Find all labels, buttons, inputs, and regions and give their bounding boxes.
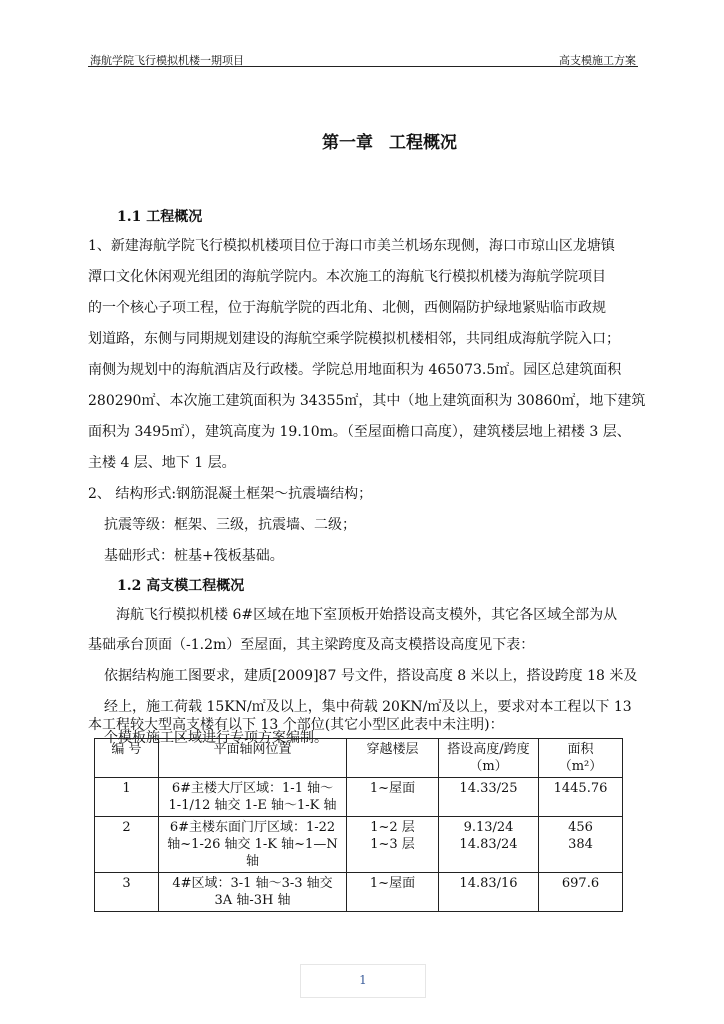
cell-number: 1 xyxy=(95,778,159,817)
cell-line: 1-1/12 轴交 1-E 轴～1-K 轴 xyxy=(168,798,337,813)
chapter-number: 第一章 xyxy=(322,133,373,153)
th-area-label: 面积 xyxy=(567,742,594,757)
cell-area xyxy=(539,817,623,873)
cell-position xyxy=(159,778,347,817)
cell-number: 3 xyxy=(95,873,159,912)
cell-line: 3A 轴-3H 轴 xyxy=(214,893,291,908)
cell-line: 14.83/16 xyxy=(459,876,518,891)
formwork-table xyxy=(94,738,623,912)
section-heading-1-1: 1.1 工程概况 xyxy=(117,209,203,225)
paragraph-line: 依据结构施工图要求，建质[2009]87 号文件，搭设高度 8 米以上，搭设跨度 18 米及 xyxy=(104,668,638,684)
paragraph-line: 潭口文化休闲观光组团的海航学院内。本次施工的海航飞行模拟机楼为海航学院项目 xyxy=(88,269,606,285)
table-intro: 本工程较大型高支楼有以下 13 个部位(其它小型区此表中未注明)： xyxy=(88,717,504,733)
paragraph-line: 基础承台顶面（-1.2m）至屋面，其主梁跨度及高支模搭设高度见下表： xyxy=(88,637,535,653)
cell-height-span xyxy=(439,873,539,912)
header-project-name: 海航学院飞行模拟机楼一期项目 xyxy=(90,54,244,67)
page-number: 1 xyxy=(300,964,426,998)
seismic-grade-line: 抗震等级：框架、三级，抗震墙、二级； xyxy=(104,517,356,533)
table-header-row xyxy=(95,739,623,778)
cell-floors xyxy=(347,873,439,912)
cell-line: 14.83/24 xyxy=(459,837,518,852)
section-heading-1-2: 1.2 高支模工程概况 xyxy=(117,578,245,594)
cell-floors xyxy=(347,817,439,873)
cell-floors xyxy=(347,778,439,817)
paragraph-line: 的一个核心子项工程，位于海航学院的西北角、北侧，西侧隔防护绿地紧贴临市政规 xyxy=(88,300,606,316)
chapter-name: 工程概况 xyxy=(389,133,457,153)
paragraph-line: 经上，施工荷载 15KN/㎡及以上，集中荷载 20KN/㎡及以上，要求对本工程以下 13 xyxy=(104,699,632,715)
cell-position xyxy=(159,817,347,873)
cell-line: 1~3 层 xyxy=(370,837,415,852)
cell-area xyxy=(539,873,623,912)
th-area xyxy=(539,739,623,778)
th-height-unit: （m） xyxy=(469,759,508,774)
th-number: 编 号 xyxy=(95,739,159,778)
cell-line: 轴~1-26 轴交 1-K 轴~1—N xyxy=(167,837,338,852)
cell-line: 1~屋面 xyxy=(369,876,416,891)
table-row xyxy=(95,873,623,912)
table-row xyxy=(95,778,623,817)
th-position: 平面轴网位置 xyxy=(159,739,347,778)
cell-line: 6#主楼东面门厅区域：1-22 xyxy=(169,820,336,835)
paragraph-line: 主楼 4 层、地下 1 层。 xyxy=(88,455,236,471)
header-doc-title: 高支模施工方案 xyxy=(559,54,636,67)
th-height-span xyxy=(439,739,539,778)
cell-line: 1~屋面 xyxy=(369,781,416,796)
header-rule xyxy=(88,66,638,67)
cell-line: 384 xyxy=(568,837,593,852)
cell-line: 6#主楼大厅区域：1-1 轴～ xyxy=(171,781,334,796)
cell-line: 14.33/25 xyxy=(459,781,518,796)
foundation-form-line: 基础形式：桩基+筏板基础。 xyxy=(104,548,284,564)
cell-line: 轴 xyxy=(245,854,259,869)
table-row xyxy=(95,817,623,873)
th-area-unit: （m²） xyxy=(558,759,603,774)
cell-height-span xyxy=(439,817,539,873)
cell-number: 2 xyxy=(95,817,159,873)
th-height-label: 搭设高度/跨度 xyxy=(447,742,530,757)
th-floors: 穿越楼层 xyxy=(347,739,439,778)
cell-area xyxy=(539,778,623,817)
paragraph-line: 海航飞行模拟机楼 6#区域在地下室顶板开始搭设高支模外，其它各区域全部为从 xyxy=(116,607,618,623)
cell-line: 456 xyxy=(568,820,593,835)
structure-form-line: 2、 结构形式:钢筋混凝土框架～抗震墙结构； xyxy=(88,486,373,502)
paragraph-line: 南侧为规划中的海航酒店及行政楼。学院总用地面积为 465073.5㎡。园区总建筑面积 xyxy=(88,362,622,378)
cell-line: 1~2 层 xyxy=(370,820,415,835)
paragraph-line: 280290㎡、本次施工建筑面积为 34355㎡，其中（地上建筑面积为 30860㎡，地下建筑 xyxy=(88,393,646,409)
cell-line: 1445.76 xyxy=(553,781,608,796)
paragraph-line: 面积为 3495㎡），建筑高度为 19.10m。（至屋面檐口高度），建筑楼层地上裙楼 3 层、 xyxy=(88,424,631,440)
paragraph-line: 个模板施工区域进行专项方案编制。 xyxy=(104,730,328,746)
cell-line: 4#区域：3-1 轴～3-3 轴交 xyxy=(172,876,333,891)
cell-line: 697.6 xyxy=(561,876,600,891)
chapter-title xyxy=(322,128,457,153)
cell-line: 9.13/24 xyxy=(463,820,514,835)
cell-height-span xyxy=(439,778,539,817)
paragraph-line: 1、新建海航学院飞行模拟机楼项目位于海口市美兰机场东现侧，海口市琼山区龙塘镇 xyxy=(88,238,615,254)
paragraph-line: 划道路，东侧与同期规划建设的海航空乘学院模拟机楼相邻，共同组成海航学院入口； xyxy=(88,331,620,347)
cell-position xyxy=(159,873,347,912)
